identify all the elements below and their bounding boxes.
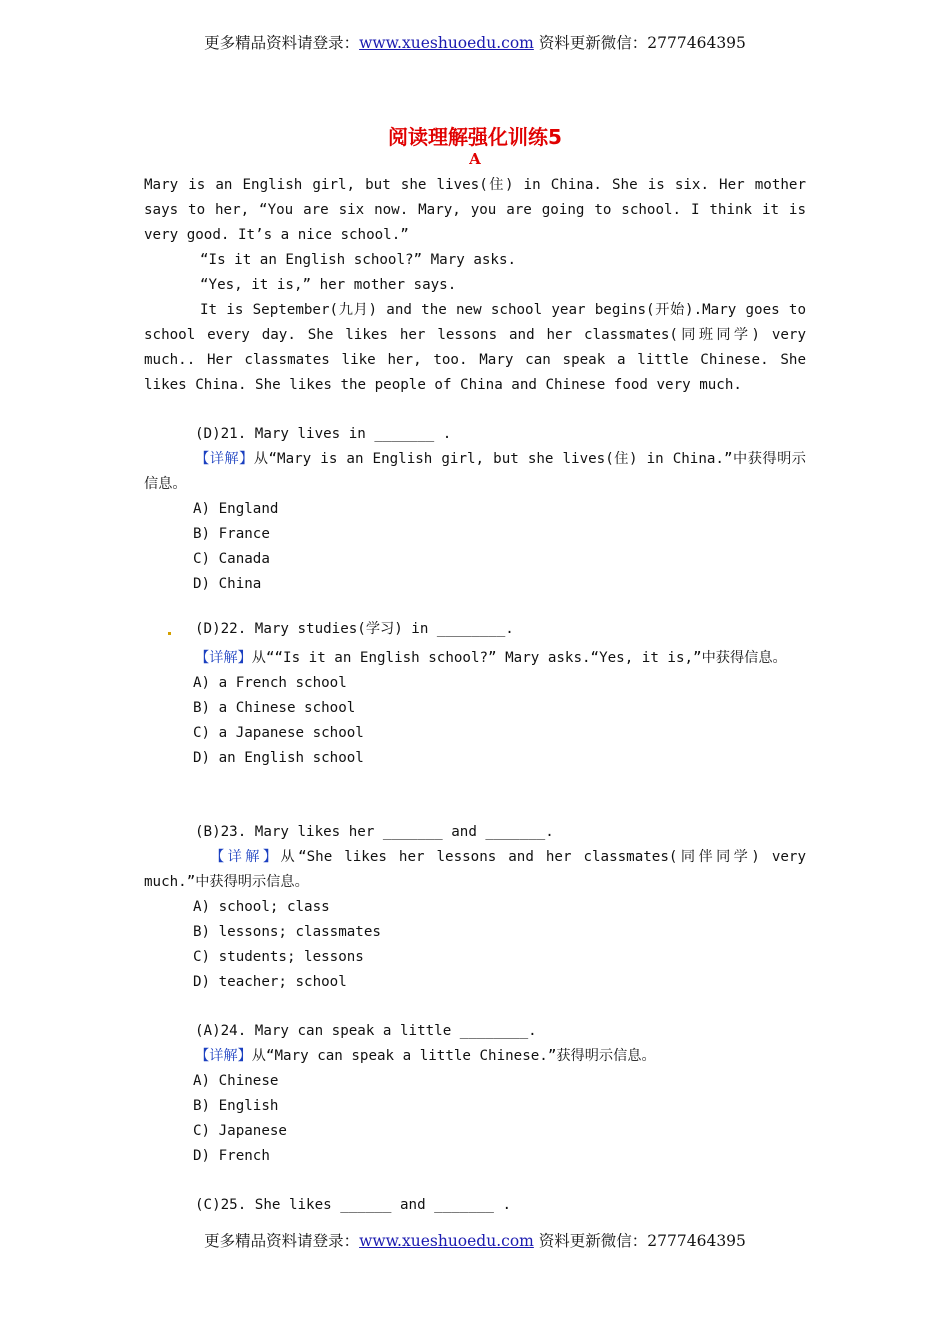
option: A) school; class — [193, 899, 330, 915]
detail-text: 从“She likes her lessons and her classmates(同伴同学) very much.”中获得明示信息。 — [144, 849, 806, 890]
question-stem: (A)24. Mary can speak a little ________. — [195, 1023, 537, 1039]
option: D) teacher; school — [193, 974, 347, 990]
reading-passage — [144, 173, 806, 398]
question-24 — [144, 1019, 806, 1169]
question-detail — [144, 1044, 806, 1069]
detail-tag: 【详解】 — [195, 451, 254, 467]
detail-text: 从““Is it an English school?” Mary asks.“Yes, it is,”中获得信息。 — [251, 650, 787, 666]
question-stem: (B)23. Mary likes her _______ and _______. — [195, 824, 554, 840]
page-header — [0, 31, 950, 53]
detail-tag: 【详解】 — [195, 1048, 252, 1064]
question-detail — [144, 646, 806, 671]
passage-paragraph: It is September(九月) and the new school year begins(开始).Mary goes to school every day. She likes her lessons and her classmates(同班同学) very much.. Her classmates like her, too. Mary can speak a little Chinese. She likes China. She likes the people of China and Chinese food very much. — [144, 302, 806, 393]
question-21 — [144, 422, 806, 597]
option: D) China — [193, 576, 262, 592]
option: C) Canada — [193, 551, 270, 567]
option: C) students; lessons — [193, 949, 364, 965]
question-23 — [144, 820, 806, 995]
option: A) Chinese — [193, 1073, 279, 1089]
option: D) French — [193, 1148, 270, 1164]
question-stem: (C)25. She likes ______ and _______ . — [195, 1197, 512, 1213]
option: C) a Japanese school — [193, 725, 364, 741]
passage-paragraph: “Is it an English school?” Mary asks. — [200, 252, 517, 268]
section-label: A — [469, 150, 481, 168]
option: B) a Chinese school — [193, 700, 356, 716]
option: A) a French school — [193, 675, 347, 691]
passage-paragraph: “Yes, it is,” her mother says. — [200, 277, 457, 293]
option: D) an English school — [193, 750, 364, 766]
detail-text: 从“Mary can speak a little Chinese.”获得明示信息。 — [251, 1048, 656, 1064]
option: B) English — [193, 1098, 279, 1114]
passage-paragraph: Mary is an English girl, but she lives(住) in China. She is six. Her mother says to her, “You are six now. Mary, you are going to school. I think it is very good. It’s a nice school.” — [144, 177, 806, 243]
header-suffix: 资料更新微信：2777464395 — [533, 34, 746, 52]
option: A) England — [193, 501, 279, 517]
footer-prefix: 更多精品资料请登录： — [204, 1232, 360, 1250]
question-stem: (D)21. Mary lives in _______ . — [195, 426, 452, 442]
header-prefix: 更多精品资料请登录： — [204, 34, 360, 52]
question-25 — [144, 1193, 806, 1218]
detail-tag: 【详解】 — [195, 650, 252, 666]
page-title: 阅读理解强化训练5 — [388, 125, 562, 149]
detail-text: 从“Mary is an English girl, but she lives(住) in China.”中获得明示信息。 — [144, 451, 806, 492]
page-footer — [0, 1229, 950, 1251]
question-detail — [144, 447, 806, 497]
question-22 — [144, 617, 806, 771]
option: B) lessons; classmates — [193, 924, 381, 940]
question-detail — [144, 845, 806, 895]
question-stem: (D)22. Mary studies(学习) in ________. — [195, 621, 514, 637]
detail-tag: 【详解】 — [210, 849, 281, 865]
footer-suffix: 资料更新微信：2777464395 — [533, 1232, 746, 1250]
header-link[interactable]: www.xueshuoedu.com — [359, 34, 534, 52]
footer-link[interactable]: www.xueshuoedu.com — [359, 1232, 534, 1250]
option: C) Japanese — [193, 1123, 287, 1139]
option: B) France — [193, 526, 270, 542]
